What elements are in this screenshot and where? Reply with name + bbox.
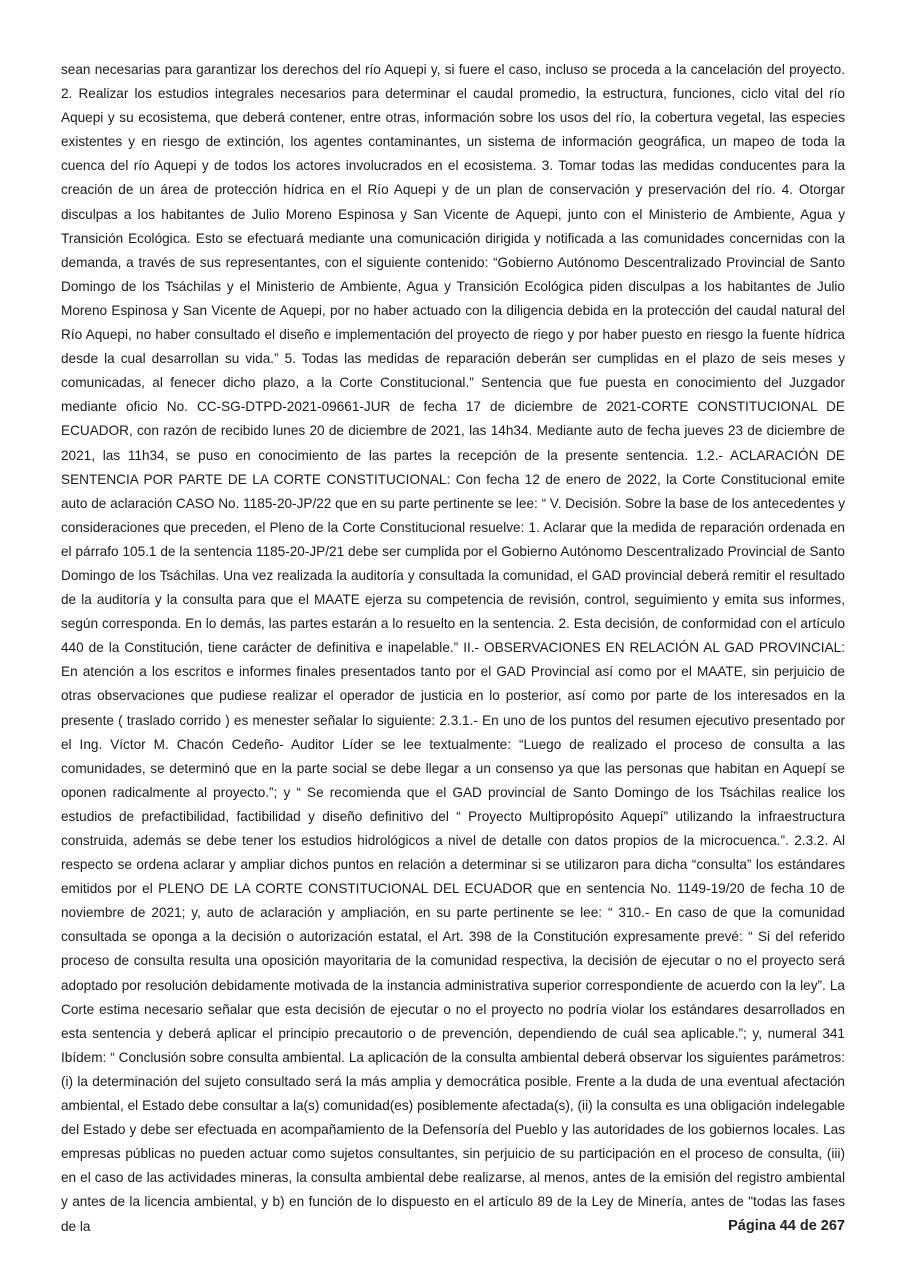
page-number: Página 44 de 267 [728, 1218, 845, 1234]
body-text: sean necesarias para garantizar los derechos del río Aquepi y, si fuere el caso, incluso se proceda a la cancelación del proyecto. 2. Realizar los estudios integrales necesarios para determinar el caudal promedio, la estructura, funciones, ciclo vital del río Aquepi y su ecosistema, que deberá contener, entre otras, información sobre los usos del río, la cobertura vegetal, las especies existentes y en riesgo de extinción, los agentes contaminantes, un sistema de información geográfica, un mapeo de toda la cuenca del río Aquepi y de todos los actores involucrados en el ecosistema. 3. Tomar todas las medidas conducentes para la creación de un área de protección hídrica en el Río Aquepi y de un plan de conservación y preservación del río. 4. Otorgar disculpas a los habitantes de Julio Moreno Espinosa y San Vicente de Aquepi, junto con el Ministerio de Ambiente, Agua y Transición Ecológica. Esto se efectuará mediante una comunicación dirigida y notificada a las comunidades concernidas con la demanda, a través de sus representantes, con el siguiente contenido: “Gobierno Autónomo Descentralizado Provincial de Santo Domingo de los Tsáchilas y el Ministerio de Ambiente, Agua y Transición Ecológica piden disculpas a los habitantes de Julio Moreno Espinosa y San Vicente de Aquepi, por no haber actuado con la diligencia debida en la protección del caudal natural del Río Aquepi, no haber consultado el diseño e implementación del proyecto de riego y por haber puesto en riesgo la fuente hídrica desde la cual desarrollan su vida.” 5. Todas las medidas de reparación deberán ser cumplidas en el plazo de seis meses y comunicadas, al fenecer dicho plazo, a la Corte Constitucional.” Sentencia que fue puesta en conocimiento del Juzgador mediante oficio No. CC-SG-DTPD-2021-09661-JUR de fecha 17 de diciembre de 2021-CORTE CONSTITUCIONAL DE ECUADOR, con razón de recibido lunes 20 de diciembre de 2021, las 14h34. Mediante auto de fecha jueves 23 de diciembre de 2021, las 11h34, se puso en conocimiento de las partes la recepción de la presente sentencia. 1.2.- ACLARACIÓN DE SENTENCIA POR PARTE DE LA CORTE CONSTITUCIONAL: Con fecha 12 de enero de 2022, la Corte Constitucional emite auto de aclaración CASO No. 1185-20-JP/22 que en su parte pertinente se lee: “ V. Decisión. Sobre la base de los antecedentes y consideraciones que preceden, el Pleno de la Corte Constitucional resuelve: 1. Aclarar que la medida de reparación ordenada en el párrafo 105.1 de la sentencia 1185-20-JP/21 debe ser cumplida por el Gobierno Autónomo Descentralizado Provincial de Santo Domingo de los Tsáchilas. Una vez realizada la auditoría y consultada la comunidad, el GAD provincial deberá remitir el resultado de la auditoría y la consulta para que el MAATE ejerza su competencia de revisión, control, seguimiento y emita sus informes, según corresponda. En lo demás, las partes estarán a lo resuelto en la sentencia. 2. Esta decisión, de conformidad con el artículo 440 de la Constitución, tiene carácter de definitiva e inapelable.” II.- OBSERVACIONES EN RELACIÓN AL GAD PROVINCIAL: En atención a los escritos e informes finales presentados tanto por el GAD Provincial así como por el MAATE, sin perjuicio de otras observaciones que pudiese realizar el operador de justicia en lo posterior, así como por parte de los interesados en la presente ( traslado corrido ) es menester señalar lo siguiente: 2.3.1.- En uno de los puntos del resumen ejecutivo presentado por el Ing. Víctor M. Chacón Cedeño- Auditor Líder se lee textualmente: “Luego de realizado el proceso de consulta a las comunidades, se determinó que en la parte social se debe llegar a un consenso ya que las personas que habitan en Aquepí se oponen radicalmente al proyecto.”; y “ Se recomienda que el GAD provincial de Santo Domingo de los Tsáchilas realice los estudios de prefactibilidad, factibilidad y diseño definitivo del “ Proyecto Multipropósito Aquepí” utilizando la infraestructura construida, además se debe tener los estudios hidrológicos a nivel de detalle con datos propios de la microcuenca.”. 2.3.2. Al respecto se ordena aclarar y ampliar dichos puntos en relación a determinar si se utilizaron para dicha “consulta” los estándares emitidos por el PLENO DE LA CORTE CONSTITUCIONAL DEL ECUADOR que en sentencia No. 1149-19/20 de fecha 10 de noviembre de 2021; y, auto de aclaración y ampliación, en su parte pertinente se lee: “ 310.- En caso de que la comunidad consultada se oponga a la decisión o autorización estatal, el Art. 398 de la Constitución expresamente prevé: “ Si del referido proceso de consulta resulta una oposición mayoritaria de la comunidad respectiva, la decisión de ejecutar o no el proyecto será adoptado por resolución debidamente motivada de la instancia administrativa superior correspondiente de acuerdo con la ley”. La Corte estima necesario señalar que esta decisión de ejecutar o no el proyecto no podría violar los estándares desarrollados en esta sentencia y deberá aplicar el principio precautorio o de prevención, dependiendo de cuál sea aplicable.”; y, numeral 341 Ibídem: “ Conclusión sobre consulta ambiental. La aplicación de la consulta ambiental deberá observar los siguientes parámetros: (i) la determinación del sujeto consultado será la más amplia y democrática posible. Frente a la duda de una eventual afectación ambiental, el Estado debe consultar a la(s) comunidad(es) posiblemente afectada(s), (ii) la consulta es una obligación indelegable del Estado y debe ser efectuada en acompañamiento de la Defensoría del Pueblo y las autoridades de los gobiernos locales. Las empresas públicas no pueden actuar como sujetos consultantes, sin perjuicio de su participación en el proceso de consulta, (iii) en el caso de las actividades mineras, la consulta ambiental debe realizarse, al menos, antes de la emisión del registro ambiental y antes de la licencia ambiental, y b) en función de lo dispuesto en el artículo 89 de la Ley de Minería, antes de "todas las fases de la [61, 62, 845, 1234]
